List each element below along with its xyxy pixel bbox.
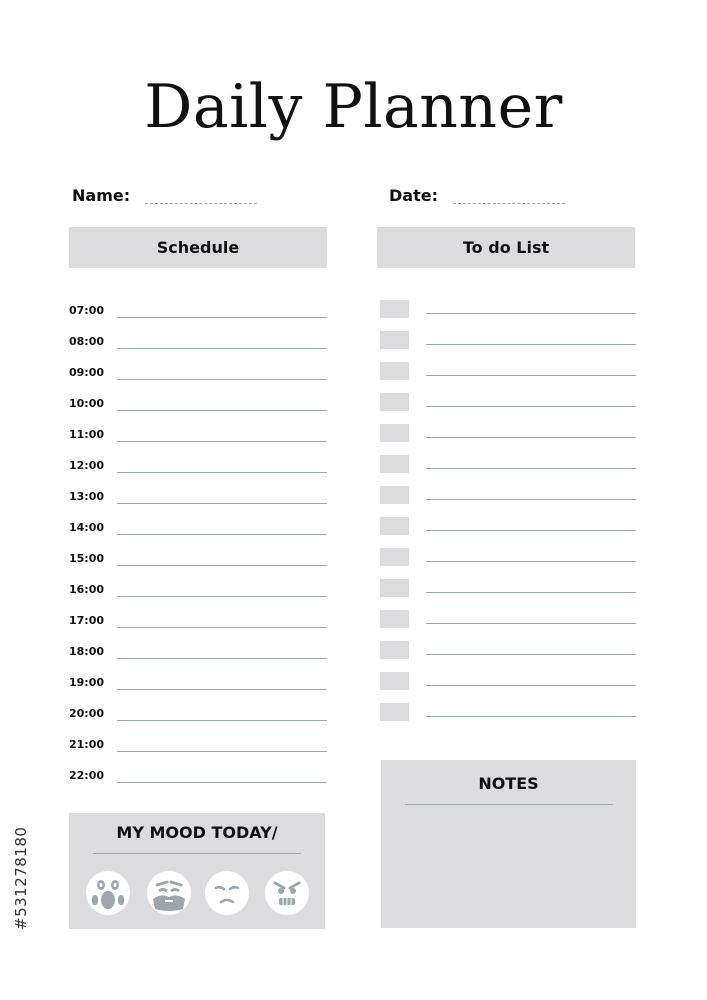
todo-item[interactable] — [380, 486, 636, 506]
mood-title: MY MOOD TODAY/ — [116, 823, 278, 842]
todo-checkbox[interactable] — [380, 610, 409, 628]
mood-divider — [93, 853, 301, 854]
time-label: 17:00 — [69, 614, 105, 627]
todo-line[interactable] — [426, 623, 636, 624]
sick-face-icon[interactable] — [147, 871, 191, 915]
notes-panel[interactable] — [381, 760, 636, 928]
todo-item[interactable] — [380, 610, 636, 630]
time-label: 07:00 — [69, 304, 105, 317]
schedule-header: Schedule — [69, 227, 327, 268]
todo-checkbox[interactable] — [380, 641, 409, 659]
schedule-line[interactable] — [117, 379, 327, 380]
todo-checkbox[interactable] — [380, 579, 409, 597]
notes-divider — [405, 804, 613, 805]
todo-line[interactable] — [426, 344, 636, 345]
todo-item[interactable] — [380, 424, 636, 444]
schedule-line[interactable] — [117, 720, 327, 721]
todo-checkbox[interactable] — [380, 362, 409, 380]
todo-checkbox[interactable] — [380, 424, 409, 442]
time-label: 11:00 — [69, 428, 105, 441]
schedule-line[interactable] — [117, 596, 327, 597]
todo-header: To do List — [377, 227, 635, 268]
schedule-line[interactable] — [117, 348, 327, 349]
schedule-row[interactable] — [69, 366, 327, 386]
schedule-line[interactable] — [117, 627, 327, 628]
todo-item[interactable] — [380, 455, 636, 475]
time-label: 18:00 — [69, 645, 105, 658]
todo-checkbox[interactable] — [380, 300, 409, 318]
todo-line[interactable] — [426, 530, 636, 531]
todo-checkbox[interactable] — [380, 517, 409, 535]
date-field[interactable] — [453, 203, 565, 204]
schedule-row[interactable] — [69, 707, 327, 727]
todo-item[interactable] — [380, 703, 636, 723]
todo-item[interactable] — [380, 548, 636, 568]
time-label: 10:00 — [69, 397, 105, 410]
schedule-line[interactable] — [117, 689, 327, 690]
schedule-line[interactable] — [117, 472, 327, 473]
mood-panel — [69, 813, 325, 929]
todo-item[interactable] — [380, 579, 636, 599]
schedule-row[interactable] — [69, 645, 327, 665]
time-label: 16:00 — [69, 583, 105, 596]
time-label: 19:00 — [69, 676, 105, 689]
date-label: Date: — [389, 186, 438, 205]
schedule-row[interactable] — [69, 397, 327, 417]
time-label: 20:00 — [69, 707, 105, 720]
todo-checkbox[interactable] — [380, 331, 409, 349]
todo-line[interactable] — [426, 468, 636, 469]
todo-item[interactable] — [380, 393, 636, 413]
schedule-row[interactable] — [69, 583, 327, 603]
shocked-face-icon[interactable] — [86, 871, 130, 915]
schedule-line[interactable] — [117, 782, 327, 783]
schedule-row[interactable] — [69, 769, 327, 789]
page-title: Daily Planner — [144, 72, 563, 142]
schedule-row[interactable] — [69, 738, 327, 758]
schedule-line[interactable] — [117, 565, 327, 566]
todo-checkbox[interactable] — [380, 393, 409, 411]
time-label: 15:00 — [69, 552, 105, 565]
schedule-row[interactable] — [69, 490, 327, 510]
todo-checkbox[interactable] — [380, 703, 409, 721]
todo-line[interactable] — [426, 716, 636, 717]
todo-checkbox[interactable] — [380, 486, 409, 504]
todo-checkbox[interactable] — [380, 455, 409, 473]
schedule-row[interactable] — [69, 521, 327, 541]
todo-line[interactable] — [426, 437, 636, 438]
time-label: 09:00 — [69, 366, 105, 379]
time-label: 08:00 — [69, 335, 105, 348]
schedule-line[interactable] — [117, 441, 327, 442]
schedule-line[interactable] — [117, 410, 327, 411]
todo-line[interactable] — [426, 499, 636, 500]
todo-item[interactable] — [380, 331, 636, 351]
schedule-row[interactable] — [69, 676, 327, 696]
time-label: 13:00 — [69, 490, 105, 503]
angry-face-icon[interactable] — [265, 871, 309, 915]
todo-line[interactable] — [426, 406, 636, 407]
schedule-row[interactable] — [69, 335, 327, 355]
schedule-line[interactable] — [117, 503, 327, 504]
todo-checkbox[interactable] — [380, 672, 409, 690]
todo-line[interactable] — [426, 592, 636, 593]
todo-line[interactable] — [426, 685, 636, 686]
todo-line[interactable] — [426, 561, 636, 562]
todo-line[interactable] — [426, 375, 636, 376]
todo-item[interactable] — [380, 362, 636, 382]
time-label: 14:00 — [69, 521, 105, 534]
todo-item[interactable] — [380, 672, 636, 692]
schedule-line[interactable] — [117, 317, 327, 318]
schedule-line[interactable] — [117, 751, 327, 752]
schedule-line[interactable] — [117, 534, 327, 535]
schedule-row[interactable] — [69, 304, 327, 324]
stock-id-watermark: #531278180 — [12, 826, 30, 930]
schedule-line[interactable] — [117, 658, 327, 659]
time-label: 12:00 — [69, 459, 105, 472]
name-label: Name: — [72, 186, 131, 205]
todo-line[interactable] — [426, 313, 636, 314]
todo-item[interactable] — [380, 300, 636, 320]
schedule-row[interactable] — [69, 428, 327, 448]
todo-checkbox[interactable] — [380, 548, 409, 566]
time-label: 21:00 — [69, 738, 105, 751]
todo-item[interactable] — [380, 641, 636, 661]
notes-title: NOTES — [478, 774, 539, 793]
schedule-row[interactable] — [69, 552, 327, 572]
todo-item[interactable] — [380, 517, 636, 537]
name-field[interactable] — [145, 203, 257, 204]
schedule-row[interactable] — [69, 614, 327, 634]
todo-line[interactable] — [426, 654, 636, 655]
schedule-row[interactable] — [69, 459, 327, 479]
time-label: 22:00 — [69, 769, 105, 782]
sad-face-icon[interactable] — [205, 871, 249, 915]
